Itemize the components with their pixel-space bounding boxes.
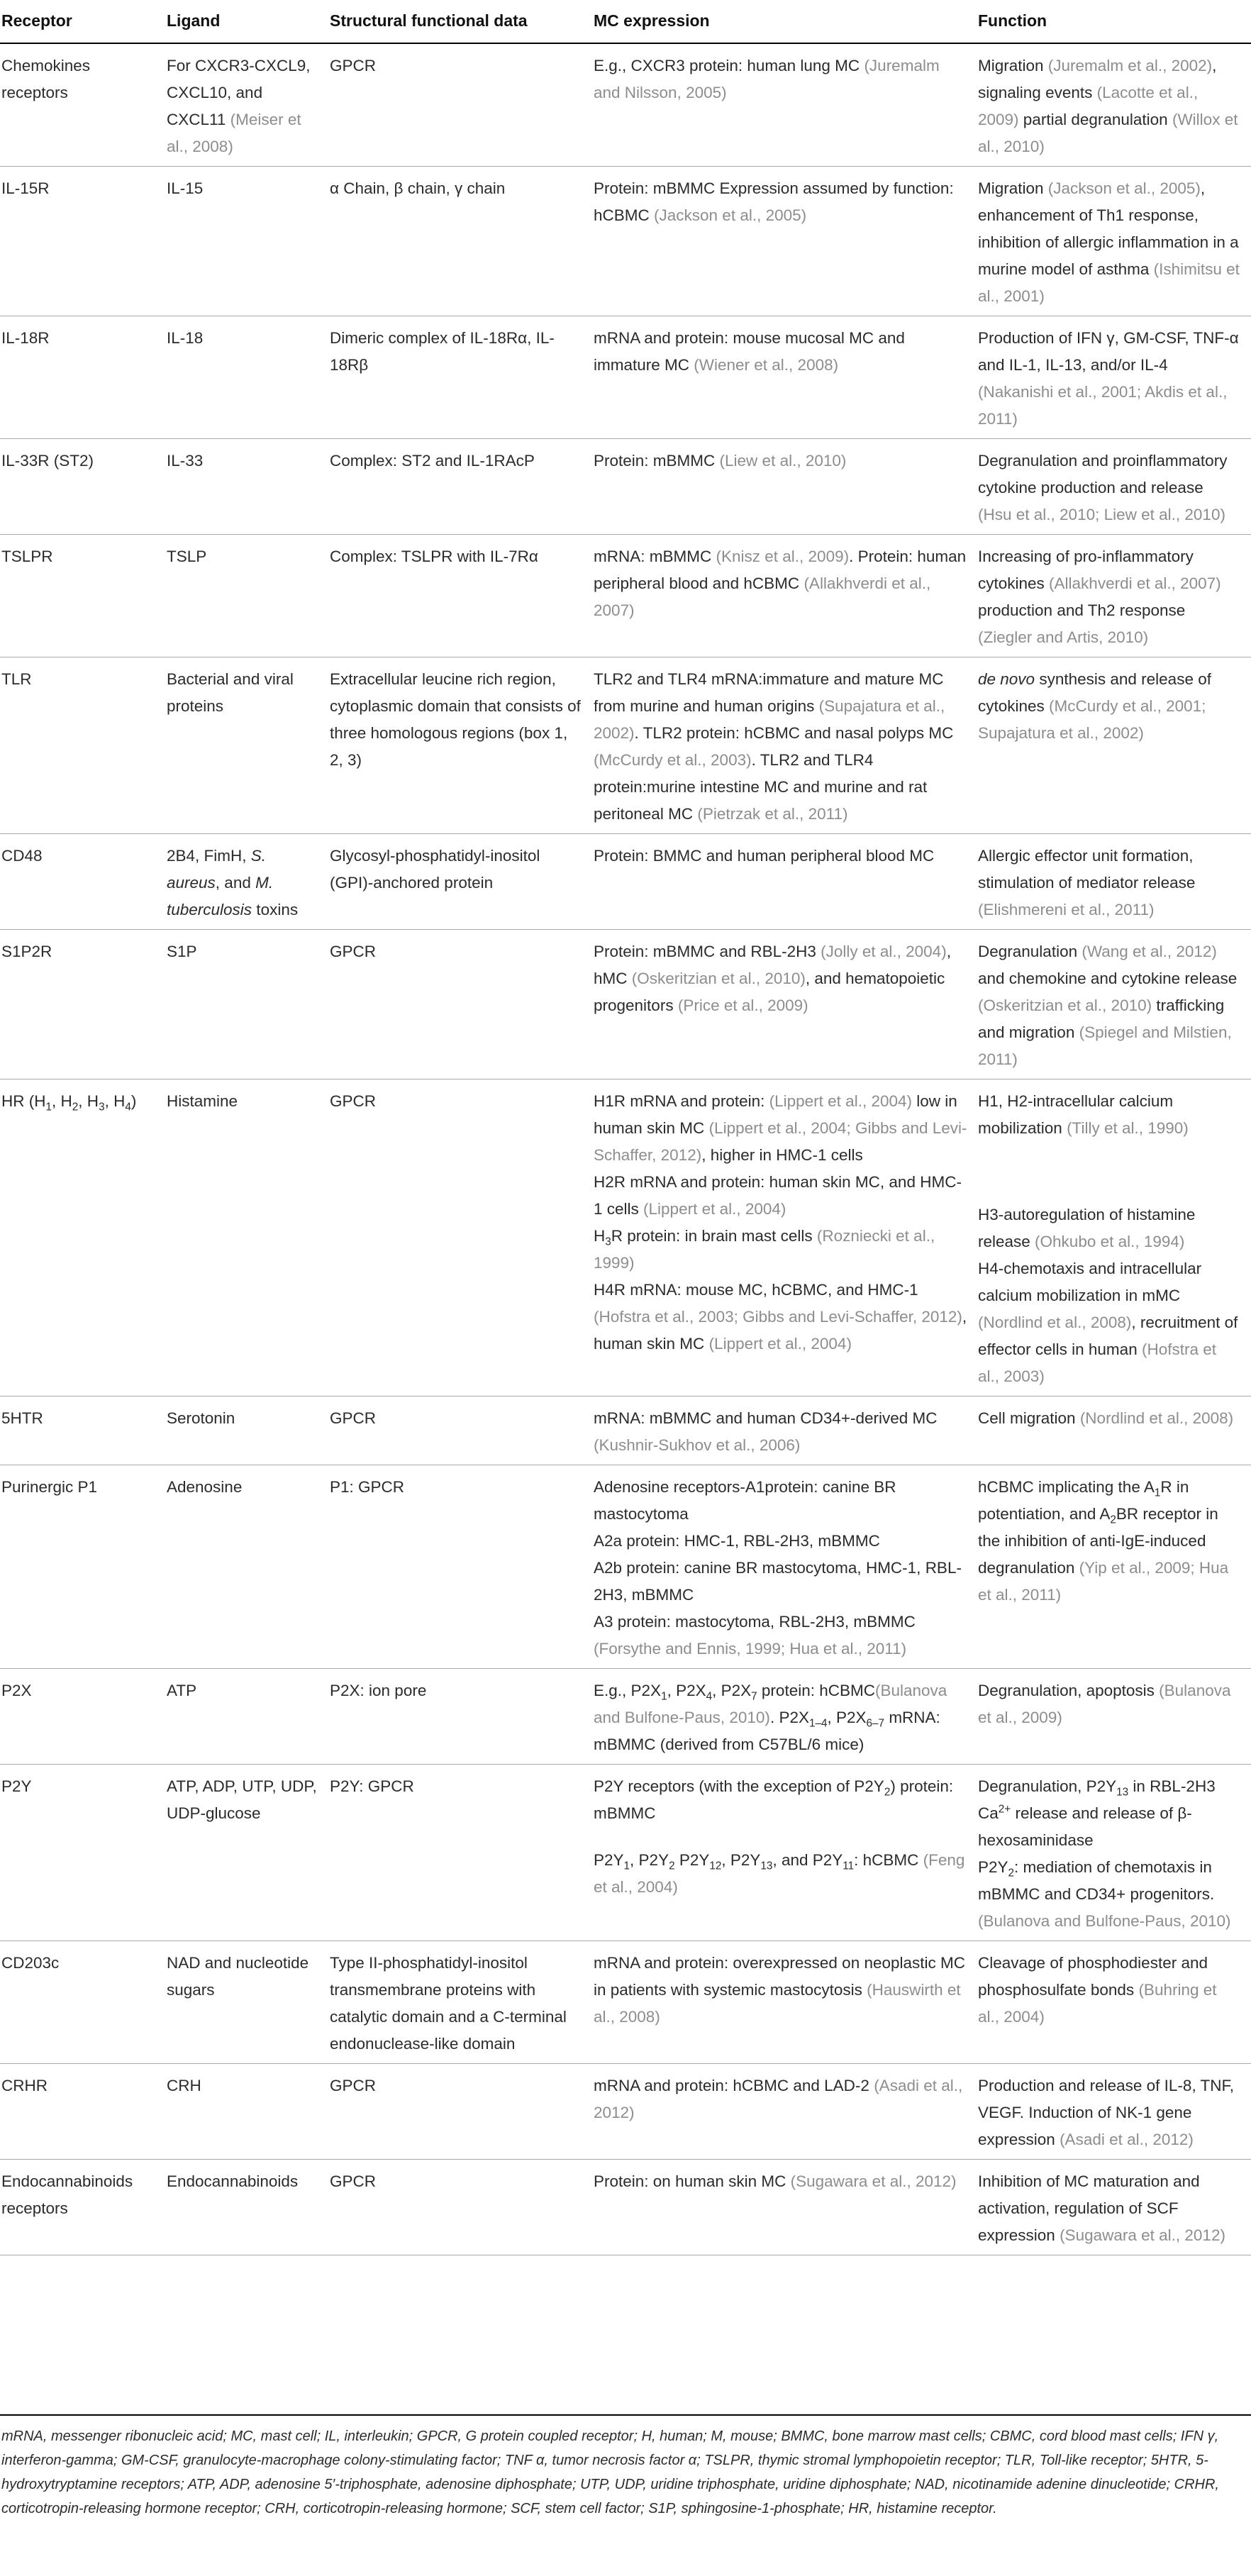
header-ligand: Ligand [167, 0, 330, 43]
structural-cell: Complex: TSLPR with IL-7Rα [330, 535, 594, 657]
receptor-cell: Chemokines receptors [0, 43, 167, 167]
function-cell: Allergic effector unit formation, stimulation of mediator release (Elishmereni et al., 2011) [978, 834, 1251, 930]
function-cell: Increasing of pro-inflammatory cytokines (Allakhverdi et al., 2007) production and Th2 response (Ziegler and Artis, 2010) [978, 535, 1251, 657]
receptor-cell: CD203c [0, 1941, 167, 2064]
receptor-cell: HR ($H_1$, $H_2$, $H_3$, $H_4$) [0, 1079, 167, 1397]
abbreviations-footnote: mRNA, messenger ribonucleic acid; MC, mast cell; IL, interleukin; GPCR, G protein coupled receptor; H, human; M, mouse; BMMC, bone marrow mast cells; CBMC, cord blood mast cells; IFN γ, interferon-gamma; GM-CSF, granulocyte-macrophage colony-stimulating factor; TNF α, tumor necrosis factor α; TSLPR, thymic stromal lymphopoietin receptor; TLR, Toll-like receptor; 5HTR, 5-hydroxytryptamine receptors; ATP, ADP, adenosine 5′-triphosphate, adenosine diphosphate; UTP, UDP, uridine triphosphate, uridine diphosphate; NAD, nicotinamide adenine dinucleotide; CRHR, corticotropin-releasing hormone receptor; CRH, corticotropin-releasing hormone; SCF, stem cell factor; S1P, sphingosine-1-phosphate; HR, histamine receptor. [1, 2428, 1219, 2516]
table-row [0, 657, 1251, 834]
table-row [0, 43, 1251, 167]
header-receptor: Receptor [0, 0, 167, 43]
expression-cell: mRNA: mBMMC (Knisz et al., 2009). Protein: human peripheral blood and hCBMC (Allakhverdi et al., 2007) [594, 535, 978, 657]
ligand-cell: For CXCR3-CXCL9, CXCL10, and CXCL11 (Meiser et al., 2008) [167, 43, 330, 167]
function-cell: de novo synthesis and release of cytokines (McCurdy et al., 2001; Supajatura et al., 2002) [978, 657, 1251, 834]
expression-cell [594, 1465, 978, 1669]
expression-cell [594, 1765, 978, 1941]
table-row [0, 167, 1251, 316]
expression-cell: mRNA: mBMMC and human CD34+-derived MC (Kushnir-Sukhov et al., 2006) [594, 1397, 978, 1465]
table-row [0, 1669, 1251, 1765]
receptor-cell: CRHR [0, 2064, 167, 2160]
table-row [0, 2064, 1251, 2160]
expression-cell: Protein: mBMMC (Liew et al., 2010) [594, 439, 978, 535]
function-para-h3: H3-autoregulation of histamine release (Ohkubo et al., 1994) [978, 1206, 1196, 1250]
receptor-cell: TLR [0, 657, 167, 834]
table-row [0, 1941, 1251, 2064]
expression-para-a3: A3 protein: mastocytoma, RBL-2H3, mBMMC (Forsythe and Ennis, 1999; Hua et al., 2011) [594, 1613, 916, 1658]
function-cell: Production and release of IL-8, TNF, VEGF. Induction of NK-1 gene expression (Asadi et al., 2012) [978, 2064, 1251, 2160]
header-structural: Structural functional data [330, 0, 594, 43]
expression-para-h1r: H1R mRNA and protein: (Lippert et al., 2004) low in human skin MC (Lippert et al., 2004; Gibbs and Levi-Schaffer, 2012), higher in HMC-1 cells [594, 1092, 967, 1164]
receptor-cell: IL-18R [0, 316, 167, 439]
ligand-cell: NAD and nucleotide sugars [167, 1941, 330, 2064]
receptor-cell: Endocannabinoids receptors [0, 2160, 167, 2255]
function-cell: Migration (Juremalm et al., 2002), signaling events (Lacotte et al., 2009) partial degranulation (Willox et al., 2010) [978, 43, 1251, 167]
structural-cell: GPCR [330, 2064, 594, 2160]
ligand-cell: Bacterial and viral proteins [167, 657, 330, 834]
expression-para-p2y-subtypes: $P2Y_1$, $P2Y_2$ $P2Y_{12}$, $P2Y_{13}$, and $P2Y_{11}$: hCBMC (Feng et al., 2004) [594, 1851, 965, 1896]
table-row [0, 1765, 1251, 1941]
ligand-cell: TSLP [167, 535, 330, 657]
function-cell: hCBMC implicating the $A_1R$ in potentiation, and $A_2BR$ receptor in the inhibition of anti-IgE-induced degranulation (Yip et al., 2009; Hua et al., 2011) [978, 1465, 1251, 1669]
structural-cell: Complex: ST2 and IL-1RAcP [330, 439, 594, 535]
structural-cell: Glycosyl-phosphatidyl-inositol (GPI)-anchored protein [330, 834, 594, 930]
structural-cell: Dimeric complex of IL-18Rα, IL-18Rβ [330, 316, 594, 439]
ligand-cell: ATP, ADP, UTP, UDP, UDP-glucose [167, 1765, 330, 1941]
structural-cell: P2Y: GPCR [330, 1765, 594, 1941]
receptor-cell: S1P2R [0, 930, 167, 1079]
function-cell: Migration (Jackson et al., 2005), enhancement of Th1 response, inhibition of allergic inflammation in a murine model of asthma (Ishimitsu et al., 2001) [978, 167, 1251, 316]
function-para-chemotaxis: $P2Y_2$: mediation of chemotaxis in mBMMC and CD34+ progenitors. (Bulanova and Bulfone-Paus, 2010) [978, 1858, 1231, 1930]
receptor-cell: P2Y [0, 1765, 167, 1941]
structural-cell: Type II-phosphatidyl-inositol transmembrane proteins with catalytic domain and a C-terminal endonuclease-like domain [330, 1941, 594, 2064]
expression-para-a1: Adenosine receptors-A1protein: canine BR mastocytoma [594, 1478, 896, 1523]
expression-cell: Protein: on human skin MC (Sugawara et al., 2012) [594, 2160, 978, 2255]
expression-cell: Protein: BMMC and human peripheral blood MC [594, 834, 978, 930]
expression-cell: E.g., CXCR3 protein: human lung MC (Juremalm and Nilsson, 2005) [594, 43, 978, 167]
function-cell: Cleavage of phosphodiester and phosphosulfate bonds (Buhring et al., 2004) [978, 1941, 1251, 2064]
ligand-cell: IL-33 [167, 439, 330, 535]
function-cell: Degranulation and proinflammatory cytokine production and release (Hsu et al., 2010; Liew et al., 2010) [978, 439, 1251, 535]
function-cell: Production of IFN γ, GM-CSF, TNF-α and IL-1, IL-13, and/or IL-4 (Nakanishi et al., 2001; Akdis et al., 2011) [978, 316, 1251, 439]
footnote-rule [0, 2414, 1251, 2416]
ligand-cell: Histamine [167, 1079, 330, 1397]
ligand-cell: IL-18 [167, 316, 330, 439]
receptor-cell: Purinergic P1 [0, 1465, 167, 1669]
expression-cell: E.g., $P2X_1$, $P2X_4$, $P2X_7$ protein: hCBMC(Bulanova and Bulfone-Paus, 2010). $P2X_{1-4}$, $P2X_{6-7}$ mRNA: mBMMC (derived from C57BL/6 mice) [594, 1669, 978, 1765]
expression-cell: Protein: mBMMC Expression assumed by function: hCBMC (Jackson et al., 2005) [594, 167, 978, 316]
structural-cell: GPCR [330, 2160, 594, 2255]
expression-para-p2y-receptors: P2Y receptors (with the exception of $P2Y_2$) protein: mBMMC [594, 1777, 954, 1822]
function-cell [978, 1765, 1251, 1941]
function-cell: Inhibition of MC maturation and activation, regulation of SCF expression (Sugawara et al., 2012) [978, 2160, 1251, 2255]
expression-para-h3r: $H_3R$ protein: in brain mast cells (Rozniecki et al., 1999) [594, 1227, 935, 1272]
expression-cell: mRNA and protein: hCBMC and LAD-2 (Asadi et al., 2012) [594, 2064, 978, 2160]
ligand-cell: ATP [167, 1669, 330, 1765]
ligand-cell: IL-15 [167, 167, 330, 316]
receptor-cell: 5HTR [0, 1397, 167, 1465]
table-row [0, 535, 1251, 657]
function-para-degranulation: Degranulation, $P2Y_{13}$ in RBL-2H3 $Ca^{2+}$ release and release of β-hexosaminidase [978, 1777, 1216, 1849]
structural-cell: P1: GPCR [330, 1465, 594, 1669]
table-row [0, 439, 1251, 535]
function-cell: Cell migration (Nordlind et al., 2008) [978, 1397, 1251, 1465]
structural-cell: P2X: ion pore [330, 1669, 594, 1765]
receptor-cell: IL-15R [0, 167, 167, 316]
table-row [0, 1397, 1251, 1465]
function-para-h4: H4-chemotaxis and intracellular calcium mobilization in mMC (Nordlind et al., 2008), recruitment of effector cells in human (Hofstra et al., 2003) [978, 1260, 1238, 1385]
expression-para-h4r: H4R mRNA: mouse MC, hCBMC, and HMC-1 (Hofstra et al., 2003; Gibbs and Levi-Schaffer, 2012), human skin MC (Lippert et al., 2004) [594, 1281, 967, 1353]
structural-cell: α Chain, β chain, γ chain [330, 167, 594, 316]
structural-cell: Extracellular leucine rich region, cytoplasmic domain that consists of three homologous regions (box 1, 2, 3) [330, 657, 594, 834]
receptor-cell: TSLPR [0, 535, 167, 657]
structural-cell: GPCR [330, 43, 594, 167]
ligand-cell: Endocannabinoids [167, 2160, 330, 2255]
expression-para-h2r: H2R mRNA and protein: human skin MC, and HMC-1 cells (Lippert et al., 2004) [594, 1173, 962, 1218]
table-header-row [0, 0, 1251, 43]
function-cell [978, 1079, 1251, 1397]
function-cell: Degranulation, apoptosis (Bulanova et al., 2009) [978, 1669, 1251, 1765]
expression-cell: Protein: mBMMC and RBL-2H3 (Jolly et al., 2004), hMC (Oskeritzian et al., 2010), and hematopoietic progenitors (Price et al., 2009) [594, 930, 978, 1079]
function-para-h1-h2: H1, H2-intracellular calcium mobilization (Tilly et al., 1990) [978, 1092, 1189, 1137]
structural-cell: GPCR [330, 1079, 594, 1397]
receptor-cell: IL-33R (ST2) [0, 439, 167, 535]
expression-para-a2b: A2b protein: canine BR mastocytoma, HMC-1, RBL-2H3, mBMMC [594, 1559, 962, 1604]
ligand-cell: 2B4, FimH, S. aureus, and M. tuberculosis toxins [167, 834, 330, 930]
header-function: Function [978, 0, 1251, 43]
structural-cell: GPCR [330, 1397, 594, 1465]
expression-cell: TLR2 and TLR4 mRNA:immature and mature MC from murine and human origins (Supajatura et al., 2002). TLR2 protein: hCBMC and nasal polyps MC (McCurdy et al., 2003). TLR2 and TLR4 protein:murine intestine MC and murine and rat peritoneal MC (Pietrzak et al., 2011) [594, 657, 978, 834]
structural-cell: GPCR [330, 930, 594, 1079]
receptor-cell: P2X [0, 1669, 167, 1765]
expression-cell: mRNA and protein: overexpressed on neoplastic MC in patients with systemic mastocytosis (Hauswirth et al., 2008) [594, 1941, 978, 2064]
expression-cell: mRNA and protein: mouse mucosal MC and immature MC (Wiener et al., 2008) [594, 316, 978, 439]
receptor-cell: CD48 [0, 834, 167, 930]
table-row [0, 316, 1251, 439]
table-row [0, 2160, 1251, 2255]
ligand-cell: Serotonin [167, 1397, 330, 1465]
table-row [0, 1079, 1251, 1397]
table-row [0, 834, 1251, 930]
ligand-cell: Adenosine [167, 1465, 330, 1669]
ligand-cell: S1P [167, 930, 330, 1079]
table-row [0, 930, 1251, 1079]
expression-cell [594, 1079, 978, 1397]
expression-para-a2a: A2a protein: HMC-1, RBL-2H3, mBMMC [594, 1532, 880, 1550]
ligand-cell: CRH [167, 2064, 330, 2160]
function-cell: Degranulation (Wang et al., 2012) and chemokine and cytokine release (Oskeritzian et al., 2010) trafficking and migration (Spiegel and Milstien, 2011) [978, 930, 1251, 1079]
header-mc-expression: MC expression [594, 0, 978, 43]
table-row [0, 1465, 1251, 1669]
